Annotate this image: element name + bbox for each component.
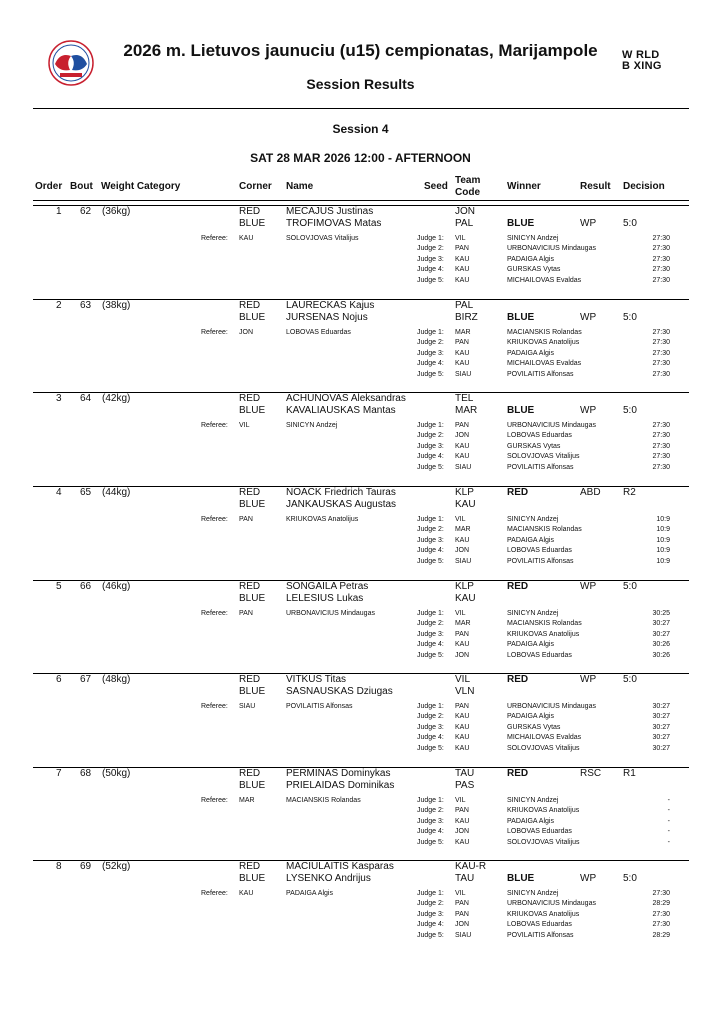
col-decision: Decision xyxy=(623,181,665,192)
judge-label: Judge 2: xyxy=(417,432,444,440)
col-winner: Winner xyxy=(507,181,541,192)
judge-score: - xyxy=(667,807,670,815)
weight-category: (46kg) xyxy=(102,581,131,592)
blue-corner-label: BLUE xyxy=(239,686,266,697)
judge-name: PADAIGA Algis xyxy=(507,349,554,357)
decision: 5:0 xyxy=(623,674,637,685)
result: WP xyxy=(580,674,597,685)
judge-score: 27:30 xyxy=(652,266,670,274)
judge-name: SINICYN Andzej xyxy=(507,890,559,897)
bout-number: 65 xyxy=(80,487,92,498)
referee-label: Referee: xyxy=(201,329,228,336)
judge-label: Judge 1: xyxy=(417,422,444,429)
bout-order: 5 xyxy=(56,581,62,592)
judge-label: Judge 2: xyxy=(417,807,444,815)
red-team-code: TAU xyxy=(455,768,475,779)
judge-code: PAN xyxy=(455,900,469,908)
referee-name: LOBOVAS Eduardas xyxy=(286,329,351,336)
judge-code: JON xyxy=(455,921,469,929)
session-label: Session 4 xyxy=(332,122,389,136)
weight-category: (42kg) xyxy=(102,393,131,404)
judge-name: LOBOVAS Eduardas xyxy=(507,651,572,659)
red-corner-label: RED xyxy=(239,487,261,498)
header-divider xyxy=(33,108,689,109)
judge-score: 27:30 xyxy=(652,921,670,929)
judge-label: Judge 3: xyxy=(417,255,444,263)
blue-team-code: MAR xyxy=(455,405,478,416)
referee-code: JON xyxy=(239,329,253,336)
judge-label: Judge 2: xyxy=(417,339,444,347)
judge-score: 27:30 xyxy=(652,276,670,284)
referee-label: Referee: xyxy=(201,890,228,897)
bout-order: 4 xyxy=(56,487,62,498)
decision: R1 xyxy=(623,768,636,779)
winner: BLUE xyxy=(507,405,535,416)
col-seed: Seed xyxy=(424,181,448,192)
judge-score: 28:29 xyxy=(652,931,670,939)
judge-score: 30:27 xyxy=(652,630,670,638)
judge-name: KRIUKOVAS Anatolijus xyxy=(507,630,580,638)
judge-score: - xyxy=(667,797,670,804)
judge-label: Judge 4: xyxy=(417,734,444,742)
judge-score: 30:25 xyxy=(652,610,670,617)
judge-score: 30:27 xyxy=(652,713,670,721)
winner: BLUE xyxy=(507,312,535,323)
bout-order: 8 xyxy=(56,861,62,872)
referee-label: Referee: xyxy=(201,610,228,617)
red-boxer-name: NOACK Friedrich Tauras xyxy=(286,487,396,498)
judge-code: PAN xyxy=(455,703,469,710)
judge-code: KAU xyxy=(455,266,470,274)
blue-corner-label: BLUE xyxy=(239,873,266,884)
judge-code: JON xyxy=(455,432,469,440)
judge-code: JON xyxy=(455,547,469,555)
col-weight: Weight Category xyxy=(101,181,181,192)
judge-name: LOBOVAS Eduardas xyxy=(507,828,572,836)
judge-name: MICHAILOVAS Evaldas xyxy=(507,276,582,284)
red-corner-label: RED xyxy=(239,861,261,872)
judge-code: VIL xyxy=(455,235,466,242)
judge-score: 30:27 xyxy=(652,734,670,742)
judge-name: PADAIGA Algis xyxy=(507,641,554,649)
blue-team-code: PAS xyxy=(455,780,475,791)
page-title: 2026 m. Lietuvos jaunuciu (u15) cempionatas, Marijampole xyxy=(123,41,598,60)
referee-name: URBONAVICIUS Mindaugas xyxy=(286,610,375,617)
winner: RED xyxy=(507,487,529,498)
judge-code: JON xyxy=(455,828,469,836)
judge-name: PADAIGA Algis xyxy=(507,536,554,544)
judge-name: SINICYN Andzej xyxy=(507,610,559,617)
bout-number: 66 xyxy=(80,581,92,592)
judge-score: 30:26 xyxy=(652,641,670,649)
judge-name: URBONAVICIUS Mindaugas xyxy=(507,900,596,908)
judge-score: 28:29 xyxy=(652,900,670,908)
blue-boxer-name: TROFIMOVAS Matas xyxy=(286,218,382,229)
result: WP xyxy=(580,312,597,323)
judge-name: POVILAITIS Alfonsas xyxy=(507,463,574,471)
judge-code: VIL xyxy=(455,610,466,617)
judge-score: 10:9 xyxy=(656,557,670,565)
judge-name: MICHAILOVAS Evaldas xyxy=(507,734,582,742)
judge-score: 10:9 xyxy=(656,536,670,544)
judge-score: 27:30 xyxy=(652,339,670,347)
judge-score: 27:30 xyxy=(652,890,670,897)
decision: 5:0 xyxy=(623,873,637,884)
judge-label: Judge 2: xyxy=(417,713,444,721)
bout-number: 64 xyxy=(80,393,92,404)
judge-code: VIL xyxy=(455,890,466,897)
judge-code: MAR xyxy=(455,526,471,534)
judge-score: 27:30 xyxy=(652,329,670,336)
judge-label: Judge 4: xyxy=(417,828,444,836)
judge-name: SINICYN Andzej xyxy=(507,797,559,804)
winner: BLUE xyxy=(507,873,535,884)
referee-code: PAN xyxy=(239,610,253,617)
judge-score: 27:30 xyxy=(652,442,670,450)
result: RSC xyxy=(580,768,602,779)
judge-name: MACIANSKIS Rolandas xyxy=(507,329,582,336)
winner: RED xyxy=(507,581,529,592)
judge-score: - xyxy=(667,817,670,825)
judge-label: Judge 5: xyxy=(417,370,444,378)
judge-code: SIAU xyxy=(455,370,472,378)
judge-code: SIAU xyxy=(455,931,472,939)
judge-name: SINICYN Andzej xyxy=(507,516,559,523)
red-team-code: PAL xyxy=(455,300,474,311)
judge-code: PAN xyxy=(455,245,469,253)
judge-label: Judge 4: xyxy=(417,921,444,929)
page-subtitle: Session Results xyxy=(306,76,415,92)
judge-label: Judge 3: xyxy=(417,349,444,357)
weight-category: (36kg) xyxy=(102,206,131,217)
blue-team-code: PAL xyxy=(455,218,474,229)
red-boxer-name: ACHUNOVAS Aleksandras xyxy=(286,393,406,404)
bout-number: 63 xyxy=(80,300,92,311)
judge-code: KAU xyxy=(455,734,470,742)
judge-score: 10:9 xyxy=(656,516,670,523)
judge-name: POVILAITIS Alfonsas xyxy=(507,931,574,939)
judge-code: KAU xyxy=(455,360,470,368)
bout-order: 6 xyxy=(56,674,62,685)
referee-code: VIL xyxy=(239,422,250,429)
referee-label: Referee: xyxy=(201,235,228,242)
result: WP xyxy=(580,581,597,592)
blue-team-code: KAU xyxy=(455,499,476,510)
red-team-code: KAU-R xyxy=(455,861,487,872)
decision: R2 xyxy=(623,487,636,498)
judge-label: Judge 2: xyxy=(417,620,444,628)
judge-name: LOBOVAS Eduardas xyxy=(507,547,572,555)
judge-code: KAU xyxy=(455,536,470,544)
judge-code: KAU xyxy=(455,713,470,721)
judge-score: 30:26 xyxy=(652,651,670,659)
winner: BLUE xyxy=(507,218,535,229)
weight-category: (38kg) xyxy=(102,300,131,311)
referee-code: MAR xyxy=(239,797,255,804)
referee-name: POVILAITIS Alfonsas xyxy=(286,703,353,710)
judge-score: 10:9 xyxy=(656,547,670,555)
bout-order: 1 xyxy=(56,206,62,217)
col-team: Team xyxy=(455,175,481,186)
blue-boxer-name: LYSENKO Andrijus xyxy=(286,873,371,884)
decision: 5:0 xyxy=(623,312,637,323)
red-corner-label: RED xyxy=(239,206,261,217)
referee-code: SIAU xyxy=(239,703,256,710)
blue-boxer-name: LELESIUS Lukas xyxy=(286,593,364,604)
red-boxer-name: MECAJUS Justinas xyxy=(286,206,374,217)
judge-code: KAU xyxy=(455,817,470,825)
red-corner-label: RED xyxy=(239,581,261,592)
bout-number: 67 xyxy=(80,674,92,685)
bout-order: 7 xyxy=(56,768,62,779)
red-boxer-name: LAURECKAS Kajus xyxy=(286,300,375,311)
judge-score: - xyxy=(667,838,670,846)
judge-code: KAU xyxy=(455,276,470,284)
judge-code: PAN xyxy=(455,910,469,918)
table-header-divider xyxy=(33,200,689,201)
bout-number: 68 xyxy=(80,768,92,779)
blue-boxer-name: JANKAUSKAS Augustas xyxy=(286,499,397,510)
judge-score: 27:30 xyxy=(652,422,670,429)
judge-label: Judge 4: xyxy=(417,360,444,368)
judge-score: 27:30 xyxy=(652,463,670,471)
judge-score: 10:9 xyxy=(656,526,670,534)
weight-category: (52kg) xyxy=(102,861,131,872)
red-boxer-name: MACIULAITIS Kasparas xyxy=(286,861,394,872)
judge-label: Judge 4: xyxy=(417,453,444,461)
judge-code: KAU xyxy=(455,723,470,731)
judge-name: URBONAVICIUS Mindaugas xyxy=(507,422,596,429)
judge-label: Judge 1: xyxy=(417,610,444,617)
red-team-code: JON xyxy=(455,206,475,217)
red-team-code: KLP xyxy=(455,581,474,592)
judge-score: 27:30 xyxy=(652,235,670,242)
bout-number: 62 xyxy=(80,206,92,217)
judge-score: 30:27 xyxy=(652,723,670,731)
judge-code: PAN xyxy=(455,422,469,429)
judge-code: KAU xyxy=(455,453,470,461)
judge-label: Judge 4: xyxy=(417,641,444,649)
judge-name: GURSKAS Vytas xyxy=(507,266,561,274)
judge-code: KAU xyxy=(455,442,470,450)
judge-name: LOBOVAS Eduardas xyxy=(507,921,572,929)
judge-score: 27:30 xyxy=(652,453,670,461)
judge-label: Judge 3: xyxy=(417,817,444,825)
judge-code: KAU xyxy=(455,641,470,649)
judge-score: - xyxy=(667,828,670,836)
judge-name: LOBOVAS Eduardas xyxy=(507,432,572,440)
winner: RED xyxy=(507,674,529,685)
judge-name: SINICYN Andzej xyxy=(507,235,559,242)
judge-name: SOLOVJOVAS Vitalijus xyxy=(507,744,580,752)
red-team-code: TEL xyxy=(455,393,474,404)
judge-label: Judge 4: xyxy=(417,266,444,274)
winner: RED xyxy=(507,768,529,779)
judge-code: PAN xyxy=(455,630,469,638)
referee-code: KAU xyxy=(239,235,254,242)
judge-score: 27:30 xyxy=(652,255,670,263)
judge-label: Judge 1: xyxy=(417,235,444,242)
judge-label: Judge 5: xyxy=(417,557,444,565)
judge-name: MICHAILOVAS Evaldas xyxy=(507,360,582,368)
judge-name: SOLOVJOVAS Vitalijus xyxy=(507,453,580,461)
blue-team-code: KAU xyxy=(455,593,476,604)
bout-order: 3 xyxy=(56,393,62,404)
judge-score: 27:30 xyxy=(652,245,670,253)
judge-score: 27:30 xyxy=(652,349,670,357)
judge-code: MAR xyxy=(455,329,471,336)
judge-label: Judge 2: xyxy=(417,526,444,534)
judge-name: MACIANSKIS Rolandas xyxy=(507,620,582,628)
red-corner-label: RED xyxy=(239,768,261,779)
judge-label: Judge 5: xyxy=(417,276,444,284)
blue-boxer-name: SASNAUSKAS Dziugas xyxy=(286,686,393,697)
judge-name: URBONAVICIUS Mindaugas xyxy=(507,245,596,253)
judge-score: 30:27 xyxy=(652,620,670,628)
judge-label: Judge 1: xyxy=(417,516,444,523)
judge-label: Judge 5: xyxy=(417,931,444,939)
judge-name: GURSKAS Vytas xyxy=(507,723,561,731)
judge-name: KRIUKOVAS Anatolijus xyxy=(507,910,580,918)
col-bout: Bout xyxy=(70,181,93,192)
judge-label: Judge 3: xyxy=(417,536,444,544)
decision: 5:0 xyxy=(623,581,637,592)
blue-team-code: BIRZ xyxy=(455,312,478,323)
decision: 5:0 xyxy=(623,405,637,416)
blue-corner-label: BLUE xyxy=(239,312,266,323)
judge-code: KAU xyxy=(455,255,470,263)
judge-code: MAR xyxy=(455,620,471,628)
judge-score: 30:27 xyxy=(652,703,670,710)
weight-category: (48kg) xyxy=(102,674,131,685)
red-corner-label: RED xyxy=(239,674,261,685)
judge-label: Judge 5: xyxy=(417,838,444,846)
judge-label: Judge 2: xyxy=(417,900,444,908)
judge-name: PADAIGA Algis xyxy=(507,713,554,721)
judge-name: KRIUKOVAS Anatolijus xyxy=(507,339,580,347)
judge-name: KRIUKOVAS Anatolijus xyxy=(507,807,580,815)
bout-number: 69 xyxy=(80,861,92,872)
weight-category: (44kg) xyxy=(102,487,131,498)
session-datetime: SAT 28 MAR 2026 12:00 - AFTERNOON xyxy=(250,151,471,165)
weight-category: (50kg) xyxy=(102,768,131,779)
judge-code: KAU xyxy=(455,838,470,846)
judge-label: Judge 1: xyxy=(417,890,444,897)
judge-code: JON xyxy=(455,651,469,659)
judge-label: Judge 3: xyxy=(417,630,444,638)
red-corner-label: RED xyxy=(239,393,261,404)
judge-score: 27:30 xyxy=(652,910,670,918)
col-order: Order xyxy=(35,181,63,192)
blue-team-code: VLN xyxy=(455,686,475,697)
judge-code: SIAU xyxy=(455,557,472,565)
judge-label: Judge 1: xyxy=(417,329,444,336)
judge-label: Judge 2: xyxy=(417,245,444,253)
judge-label: Judge 5: xyxy=(417,744,444,752)
world-boxing-logo: W RLD B XING xyxy=(622,49,662,72)
judge-code: VIL xyxy=(455,797,466,804)
judge-name: PADAIGA Algis xyxy=(507,817,554,825)
referee-label: Referee: xyxy=(201,516,228,523)
decision: 5:0 xyxy=(623,218,637,229)
judge-score: 27:30 xyxy=(652,360,670,368)
blue-corner-label: BLUE xyxy=(239,405,266,416)
judge-code: SIAU xyxy=(455,463,472,471)
blue-corner-label: BLUE xyxy=(239,499,266,510)
judge-name: GURSKAS Vytas xyxy=(507,442,561,450)
judge-score: 27:30 xyxy=(652,370,670,378)
judge-score: 27:30 xyxy=(652,432,670,440)
result: WP xyxy=(580,873,597,884)
judge-label: Judge 1: xyxy=(417,703,444,710)
red-team-code: KLP xyxy=(455,487,474,498)
blue-boxer-name: KAVALIAUSKAS Mantas xyxy=(286,405,396,416)
referee-label: Referee: xyxy=(201,703,228,710)
red-boxer-name: VITKUS Titas xyxy=(286,674,347,685)
referee-name: MACIANSKIS Rolandas xyxy=(286,797,361,804)
blue-corner-label: BLUE xyxy=(239,218,266,229)
blue-boxer-name: PRIELAIDAS Dominikas xyxy=(286,780,395,791)
result: WP xyxy=(580,218,597,229)
judge-name: POVILAITIS Alfonsas xyxy=(507,557,574,565)
col-name: Name xyxy=(286,181,314,192)
referee-code: KAU xyxy=(239,890,254,897)
judge-label: Judge 3: xyxy=(417,723,444,731)
judge-score: 30:27 xyxy=(652,744,670,752)
referee-label: Referee: xyxy=(201,422,228,429)
blue-corner-label: BLUE xyxy=(239,593,266,604)
referee-name: KRIUKOVAS Anatolijus xyxy=(286,516,359,523)
judge-label: Judge 4: xyxy=(417,547,444,555)
judge-name: PADAIGA Algis xyxy=(507,255,554,263)
judge-name: SOLOVJOVAS Vitalijus xyxy=(507,838,580,846)
blue-corner-label: BLUE xyxy=(239,780,266,791)
col-team-code: Code xyxy=(455,187,480,198)
referee-name: SOLOVJOVAS Vitalijus xyxy=(286,235,359,242)
judge-label: Judge 1: xyxy=(417,797,444,804)
blue-team-code: TAU xyxy=(455,873,475,884)
referee-name: PADAIGA Algis xyxy=(286,890,333,897)
red-corner-label: RED xyxy=(239,300,261,311)
bout-order: 2 xyxy=(56,300,62,311)
result: ABD xyxy=(580,487,601,498)
judge-code: KAU xyxy=(455,744,470,752)
referee-label: Referee: xyxy=(201,797,228,804)
judge-code: VIL xyxy=(455,516,466,523)
judge-name: MACIANSKIS Rolandas xyxy=(507,526,582,534)
referee-name: SINICYN Andzej xyxy=(286,422,338,429)
judge-label: Judge 3: xyxy=(417,910,444,918)
blue-boxer-name: JURSENAS Nojus xyxy=(286,312,368,323)
judge-name: URBONAVICIUS Mindaugas xyxy=(507,703,596,710)
col-result: Result xyxy=(580,181,611,192)
judge-code: PAN xyxy=(455,807,469,815)
red-boxer-name: PERMINAS Dominykas xyxy=(286,768,391,779)
judge-label: Judge 5: xyxy=(417,463,444,471)
judge-code: PAN xyxy=(455,339,469,347)
judge-label: Judge 3: xyxy=(417,442,444,450)
judge-label: Judge 5: xyxy=(417,651,444,659)
result: WP xyxy=(580,405,597,416)
referee-code: PAN xyxy=(239,516,253,523)
col-corner: Corner xyxy=(239,181,272,192)
red-boxer-name: SONGAILA Petras xyxy=(286,581,369,592)
judge-code: KAU xyxy=(455,349,470,357)
judge-name: POVILAITIS Alfonsas xyxy=(507,370,574,378)
red-team-code: VIL xyxy=(455,674,471,685)
